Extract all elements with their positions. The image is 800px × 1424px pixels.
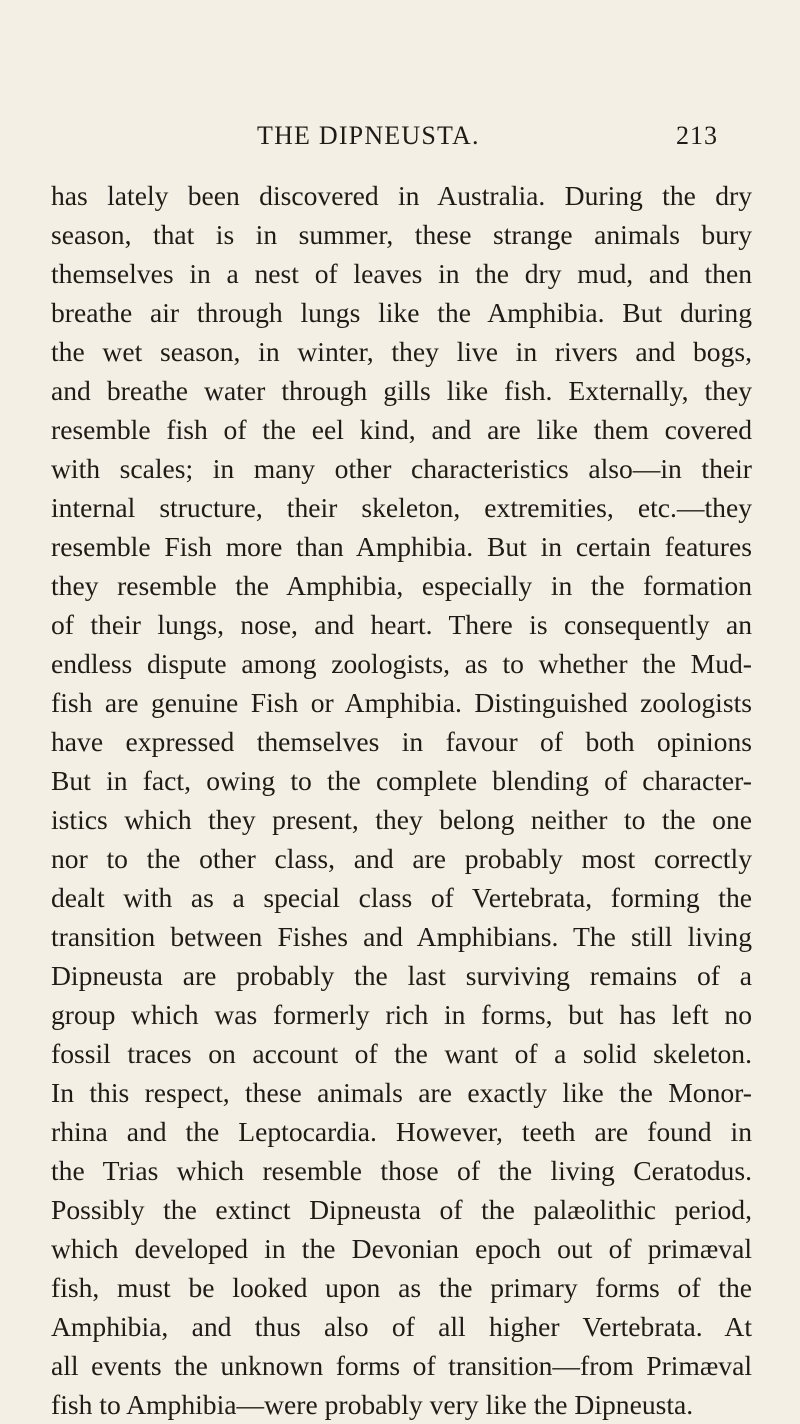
text-line-21: Dipneusta are probably the last surviving remains of a xyxy=(51,960,752,991)
text-line-2: season, that is in summer, these strange animals bury xyxy=(51,219,752,250)
text-line-1: has lately been discovered in Australia. During the dry xyxy=(51,180,752,211)
text-line-20: transition between Fishes and Amphibians. The still living xyxy=(51,921,752,952)
page-header xyxy=(0,119,800,153)
text-line-6: and breathe water through gills like fish. Externally, they xyxy=(51,375,752,406)
text-line-19: dealt with as a special class of Vertebrata, forming the xyxy=(51,882,752,913)
text-line-13: endless dispute among zoologists, as to whether the Mud- xyxy=(51,648,752,679)
text-line-10: resemble Fish more than Amphibia. But in certain features xyxy=(51,531,752,562)
text-line-31: all events the unknown forms of transition—from Primæval xyxy=(51,1350,752,1381)
text-line-32: fish to Amphibia—were probably very like the Dipneusta. xyxy=(51,1389,694,1420)
text-line-9: internal structure, their skeleton, extremities, etc.—they xyxy=(51,492,752,523)
text-line-28: which developed in the Devonian epoch out of primæval xyxy=(51,1233,752,1264)
text-line-16: But in fact, owing to the complete blending of character- xyxy=(51,765,752,796)
running-head: THE DIPNEUSTA. xyxy=(257,121,480,150)
text-line-23: fossil traces on account of the want of a solid skeleton. xyxy=(51,1038,752,1069)
text-line-3: themselves in a nest of leaves in the dry mud, and then xyxy=(51,258,752,289)
text-line-8: with scales; in many other characteristics also—in their xyxy=(51,453,752,484)
text-line-29: fish, must be looked upon as the primary forms of the xyxy=(51,1272,752,1303)
body-text xyxy=(51,176,752,1424)
text-line-15: have expressed themselves in favour of both opinions xyxy=(51,726,752,757)
text-line-18: nor to the other class, and are probably most correctly xyxy=(51,843,752,874)
text-line-4: breathe air through lungs like the Amphibia. But during xyxy=(51,297,752,328)
text-line-11: they resemble the Amphibia, especially in the formation xyxy=(51,570,752,601)
text-line-25: rhina and the Leptocardia. However, teeth are found in xyxy=(51,1116,752,1147)
text-line-26: the Trias which resemble those of the living Ceratodus. xyxy=(51,1155,752,1186)
text-line-24: In this respect, these animals are exactly like the Monor- xyxy=(51,1077,752,1108)
text-line-12: of their lungs, nose, and heart. There is consequently an xyxy=(51,609,752,640)
text-line-27: Possibly the extinct Dipneusta of the palæolithic period, xyxy=(51,1194,752,1225)
text-line-5: the wet season, in winter, they live in rivers and bogs, xyxy=(51,336,752,367)
text-line-22: group which was formerly rich in forms, but has left no xyxy=(51,999,752,1030)
page-number: 213 xyxy=(676,121,718,150)
text-line-7: resemble fish of the eel kind, and are like them covered xyxy=(51,414,752,445)
text-line-17: istics which they present, they belong neither to the one xyxy=(51,804,752,835)
text-line-14: fish are genuine Fish or Amphibia. Distinguished zoologists xyxy=(51,687,752,718)
text-line-30: Amphibia, and thus also of all higher Vertebrata. At xyxy=(51,1311,752,1342)
